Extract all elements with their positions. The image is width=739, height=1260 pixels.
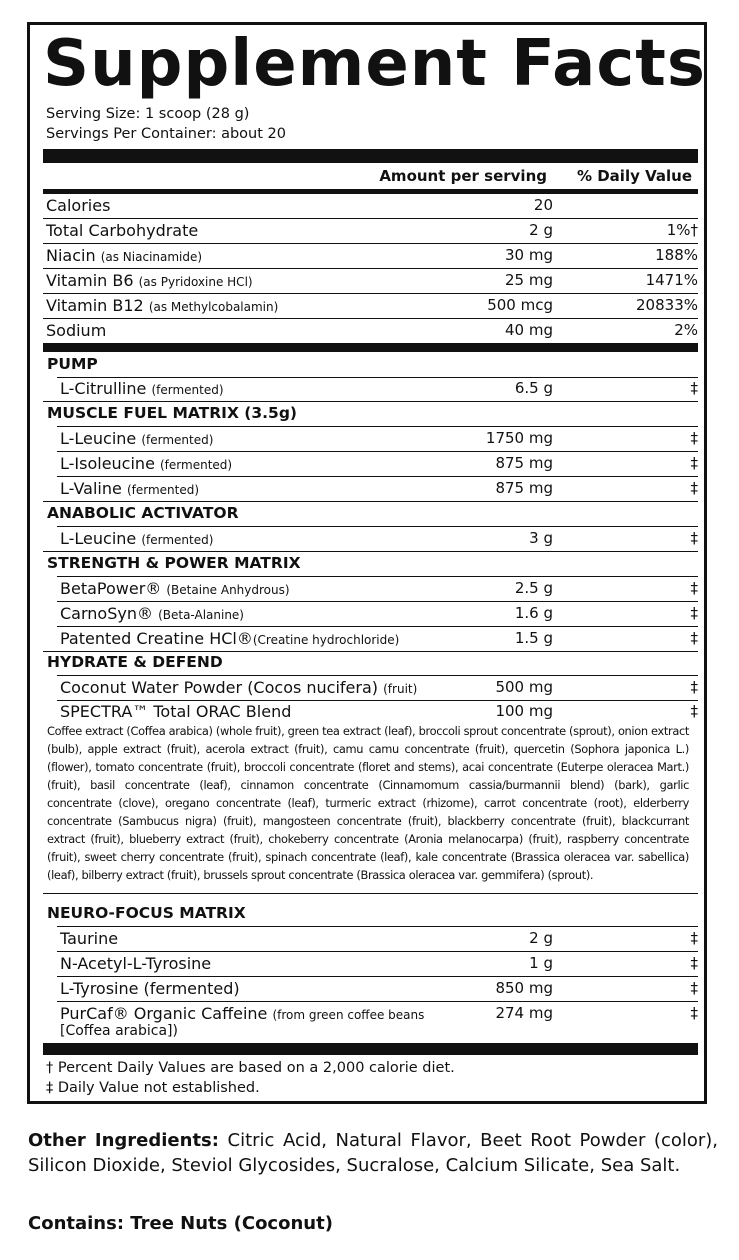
nutrient-amount: 40 mg <box>505 321 553 339</box>
ingredient-row <box>30 477 710 502</box>
ingredient-amount: 2 g <box>529 929 553 947</box>
section-divider <box>43 501 698 502</box>
section-title-strength: STRENGTH & POWER MATRIX <box>47 554 301 572</box>
nutrient-name: Total Carbohydrate <box>46 221 199 240</box>
nutrient-name: Vitamin B6 (as Pyridoxine HCl) <box>46 271 253 290</box>
ingredient-name: CarnoSyn® (Beta-Alanine) <box>60 604 244 623</box>
ingredient-row <box>30 676 710 701</box>
ingredient-dv: ‡ <box>690 929 698 947</box>
ingredient-dv: ‡ <box>690 529 698 547</box>
ingredient-amount: 2.5 g <box>514 579 553 597</box>
ingredient-amount: 3 g <box>529 529 553 547</box>
nutrient-dv: 188% <box>655 246 698 264</box>
thick-divider-nutrients <box>43 343 698 352</box>
ingredient-name: L-Valine (fermented) <box>60 479 200 498</box>
ingredient-name: PurCaf® Organic Caffeine (from green coffee beans <box>60 1004 425 1023</box>
ingredient-name: BetaPower® (Betaine Anhydrous) <box>60 579 290 598</box>
nutrient-amount: 20 <box>533 196 553 214</box>
ingredient-dv: ‡ <box>690 454 698 472</box>
ingredient-dv: ‡ <box>690 954 698 972</box>
nutrient-name: Calories <box>46 196 111 215</box>
nutrient-row <box>30 269 710 294</box>
ingredient-row <box>30 427 710 452</box>
ingredient-amount: 100 mg <box>495 702 553 720</box>
nutrient-row <box>30 319 710 344</box>
section-divider <box>43 551 698 552</box>
ingredient-dv: ‡ <box>690 579 698 597</box>
ingredient-amount: 1.6 g <box>514 604 553 622</box>
section-divider <box>43 651 698 652</box>
ingredient-name: L-Tyrosine (fermented) <box>60 979 240 998</box>
section-title-muscle-fuel: MUSCLE FUEL MATRIX (3.5g) <box>47 404 298 422</box>
ingredient-amount: 1.5 g <box>514 629 553 647</box>
spectra-blend-description: Coffee extract (Coffea arabica) (whole fruit), green tea extract (leaf), broccoli sprout concentrate (sprout), onion extract (bulb), apple extract (fruit), acerola extract (fruit), camu camu concentrate (fruit), quercetin (Sophora japonica L.) (flower), tomato concentrate (fruit), broccoli concentrate (floret and stems), acai concentrate (Euterpe oleracea Mart.) (fruit), basil concentrate (leaf), cinnamon concentrate (Cinnamomum cassia/burmannii blend) (bark), garlic concentrate (clove), oregano concentrate (leaf), turmeric extract (rhizome), carrot concentrate (root), elderberry concentrate (Sambucus nigra) (fruit), mangosteen concentrate (fruit), blackberry concentrate (fruit), blackcurrant extract (fruit), blueberry extract (fruit), chokeberry concentrate (Aronia melanocarpa) (fruit), raspberry concentrate (fruit), sweet cherry concentrate (fruit), spinach concentrate (leaf), kale concentrate (Brassica oleracea var. sabellica) (leaf), bilberry extract (fruit), brussels sprout concentrate (Brassica oleracea var. gemmifera) (sprout). <box>47 724 689 882</box>
nutrient-row <box>30 194 710 219</box>
ingredient-dv: ‡ <box>690 1004 698 1022</box>
ingredient-name: Patented Creatine HCl®(Creatine hydrochloride) <box>60 629 400 648</box>
nutrient-amount: 500 mcg <box>487 296 553 314</box>
ingredient-row <box>30 577 710 602</box>
footnote-not-established: ‡ Daily Value not established. <box>46 1080 260 1096</box>
panel-title: Supplement Facts <box>43 27 706 101</box>
nutrient-dv: 20833% <box>636 296 698 314</box>
daily-value-header: % Daily Value <box>576 167 692 185</box>
ingredient-name: Taurine <box>60 929 119 948</box>
section-divider <box>43 401 698 402</box>
nutrient-name: Sodium <box>46 321 107 340</box>
serving-size: Serving Size: 1 scoop (28 g) <box>46 106 250 122</box>
ingredient-name-continued: [Coffea arabica]) <box>60 1023 178 1039</box>
ingredient-name: SPECTRA™ Total ORAC Blend <box>60 702 292 721</box>
ingredient-amount: 6.5 g <box>514 379 553 397</box>
ingredient-row <box>30 1002 710 1048</box>
supplement-facts-panel <box>27 22 707 1104</box>
amount-per-serving-header: Amount per serving <box>379 167 547 185</box>
ingredient-row <box>30 927 710 952</box>
ingredient-amount: 1 g <box>529 954 553 972</box>
footnote-daily-values: † Percent Daily Values are based on a 2,000 calorie diet. <box>46 1060 455 1076</box>
ingredient-amount: 274 mg <box>495 1004 553 1022</box>
nutrient-amount: 25 mg <box>505 271 553 289</box>
ingredient-dv: ‡ <box>690 604 698 622</box>
thick-divider-bottom <box>43 1043 698 1055</box>
ingredient-row <box>30 452 710 477</box>
ingredient-row <box>30 527 710 552</box>
ingredient-name: Coconut Water Powder (Cocos nucifera) (fruit) <box>60 678 418 697</box>
ingredient-amount: 875 mg <box>495 479 553 497</box>
ingredient-row <box>30 377 710 402</box>
nutrient-dv: 2% <box>674 321 698 339</box>
ingredient-name: N-Acetyl-L-Tyrosine <box>60 954 212 973</box>
ingredient-amount: 875 mg <box>495 454 553 472</box>
other-ingredients <box>28 1128 718 1178</box>
nutrient-row <box>30 244 710 269</box>
ingredient-amount: 850 mg <box>495 979 553 997</box>
nutrient-dv: 1471% <box>645 271 698 289</box>
section-title-anabolic: ANABOLIC ACTIVATOR <box>47 504 239 522</box>
ingredient-dv: ‡ <box>690 979 698 997</box>
servings-per-container: Servings Per Container: about 20 <box>46 126 286 142</box>
ingredient-amount: 1750 mg <box>485 429 553 447</box>
allergen-statement: Contains: Tree Nuts (Coconut) <box>28 1213 333 1234</box>
other-ingredients-label: Other Ingredients: <box>28 1130 219 1151</box>
thick-divider-top <box>43 149 698 163</box>
nutrient-dv: 1%† <box>666 221 698 239</box>
ingredient-row <box>30 602 710 627</box>
ingredient-dv: ‡ <box>690 429 698 447</box>
nutrient-row <box>30 294 710 319</box>
nutrient-name: Vitamin B12 (as Methylcobalamin) <box>46 296 279 315</box>
ingredient-row <box>30 627 710 652</box>
section-title-hydrate: HYDRATE & DEFEND <box>47 653 223 671</box>
ingredient-dv: ‡ <box>690 702 698 720</box>
nutrient-name: Niacin (as Niacinamide) <box>46 246 203 265</box>
ingredient-name: L-Leucine (fermented) <box>60 529 214 548</box>
section-title-neuro: NEURO-FOCUS MATRIX <box>47 904 246 922</box>
ingredient-amount: 500 mg <box>495 678 553 696</box>
section-title-pump: PUMP <box>47 355 98 373</box>
ingredient-dv: ‡ <box>690 678 698 696</box>
ingredient-name: L-Citrulline (fermented) <box>60 379 224 398</box>
nutrient-amount: 30 mg <box>505 246 553 264</box>
ingredient-dv: ‡ <box>690 379 698 397</box>
ingredient-name: L-Leucine (fermented) <box>60 429 214 448</box>
other-ingredients-text: Citric Acid, Natural Flavor, Beet Root Powder (color), Silicon Dioxide, Steviol Glycosides, Sucralose, Calcium Silicate, Sea Salt. <box>28 1130 719 1176</box>
nutrient-row <box>30 219 710 244</box>
ingredient-name: L-Isoleucine (fermented) <box>60 454 233 473</box>
ingredient-dv: ‡ <box>690 479 698 497</box>
nutrient-amount: 2 g <box>529 221 553 239</box>
ingredient-dv: ‡ <box>690 629 698 647</box>
ingredient-row <box>30 952 710 977</box>
section-divider <box>43 893 698 894</box>
ingredient-row <box>30 977 710 1002</box>
